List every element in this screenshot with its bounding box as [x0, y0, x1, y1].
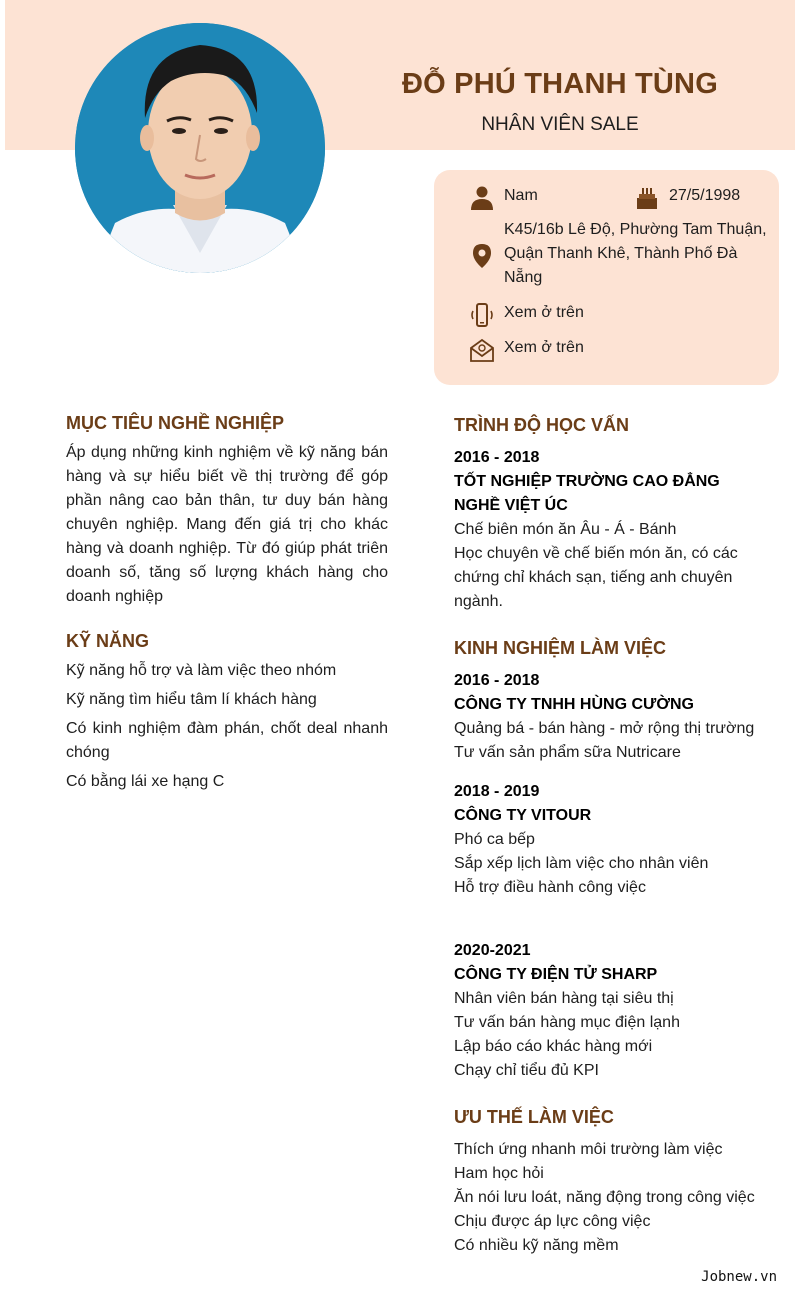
phone-icon — [468, 301, 496, 329]
skill-item: Có bằng lái xe hạng C — [66, 773, 225, 790]
cake-icon — [633, 184, 661, 212]
job-period: 2020-2021 — [454, 942, 531, 959]
skill-item: Kỹ năng hỗ trợ và làm việc theo nhóm — [66, 662, 337, 679]
personal-info-card — [434, 170, 779, 385]
job-line: Phó ca bếp — [454, 831, 535, 848]
strength-item: Ăn nói lưu loát, năng động trong công việc — [454, 1189, 755, 1206]
birthday-value: 27/5/1998 — [669, 187, 741, 204]
job-period: 2016 - 2018 — [454, 672, 540, 689]
skills-title: KỸ NĂNG — [66, 631, 150, 651]
objective-text: Áp dụng những kinh nghiệm về kỹ năng bán hàng và sự hiểu biết về thị trường để góp phần nâng cao bản thân, tư duy bán hàng chuyên nghiệp. Mang đến giá trị cho khác hàng và doanh nghiệp. Từ đó giúp phát triên doanh số, tăng số lượng khách hàng cho doanh nghiệp — [66, 444, 388, 605]
job-period: 2018 - 2019 — [454, 783, 540, 800]
education-period: 2016 - 2018 — [454, 449, 540, 466]
job-line: Tư vấn sản phẩm sữa Nutricare — [454, 744, 681, 761]
phone-value: Xem ở trên — [504, 304, 584, 321]
phone-row — [468, 301, 584, 329]
experience-job — [454, 780, 764, 900]
footer-brand: Jobnew.vn — [701, 1269, 777, 1285]
job-line: Lập báo cáo khác hàng mới — [454, 1038, 653, 1055]
job-title: NHÂN VIÊN SALE — [481, 114, 639, 135]
gender-row — [468, 184, 538, 212]
profile-photo — [75, 23, 325, 273]
skill-item: Có kinh nghiệm đàm phán, chốt deal nhanh chóng — [66, 720, 388, 761]
education-line: Chế biên món ăn Âu - Á - Bánh — [454, 521, 677, 538]
job-company: CÔNG TY TNHH HÙNG CƯỜNG — [454, 696, 694, 713]
person-icon — [468, 184, 496, 212]
education-block — [454, 446, 754, 614]
job-line: Chạy chỉ tiểu đủ KPI — [454, 1062, 599, 1079]
experience-job — [454, 939, 764, 1083]
job-line: Nhân viên bán hàng tại siêu thị — [454, 990, 674, 1007]
job-company: CÔNG TY ĐIỆN TỬ SHARP — [454, 966, 658, 983]
address-value: K45/16b Lê Độ, Phường Tam Thuận, Quận Thanh Khê, Thành Phố Đà Nẵng — [504, 221, 767, 286]
gender-value: Nam — [504, 187, 538, 204]
experience-job — [454, 669, 764, 765]
candidate-name: ĐỖ PHÚ THANH TÙNG — [402, 68, 718, 100]
strength-item: Chịu được áp lực công việc — [454, 1213, 651, 1230]
skill-item: Kỹ năng tìm hiểu tâm lí khách hàng — [66, 691, 317, 708]
avatar — [75, 23, 325, 273]
strength-item: Có nhiều kỹ năng mềm — [454, 1237, 619, 1254]
strengths-title: ƯU THẾ LÀM VIỆC — [454, 1107, 614, 1127]
objective-title: MỤC TIÊU NGHỀ NGHIỆP — [66, 413, 285, 433]
job-company: CÔNG TY VITOUR — [454, 807, 592, 824]
birthday-row — [633, 184, 740, 212]
education-school: TỐT NGHIỆP TRƯỜNG CAO ĐẲNG NGHỀ VIỆT ÚC — [454, 473, 720, 514]
strengths-list — [454, 1138, 774, 1258]
strength-item: Thích ứng nhanh môi trường làm việc — [454, 1141, 723, 1158]
strength-item: Ham học hỏi — [454, 1165, 544, 1182]
job-line: Hỗ trợ điều hành công việc — [454, 879, 646, 896]
email-value: Xem ở trên — [504, 339, 584, 356]
email-row — [468, 336, 584, 364]
experience-title: KINH NGHIỆM LÀM VIỆC — [454, 638, 667, 658]
email-icon — [468, 336, 496, 364]
job-line: Quảng bá - bán hàng - mở rộng thị trường — [454, 720, 755, 737]
location-pin-icon — [468, 242, 496, 270]
job-line: Sắp xếp lịch làm việc cho nhân viên — [454, 855, 709, 872]
education-title: TRÌNH ĐỘ HỌC VẤN — [454, 415, 629, 435]
education-line: Học chuyên về chế biến món ăn, có các chứng chỉ khách sạn, tiếng anh chuyên ngành. — [454, 545, 738, 610]
job-line: Tư vấn bán hàng mục điện lạnh — [454, 1014, 680, 1031]
address-row — [468, 218, 768, 290]
